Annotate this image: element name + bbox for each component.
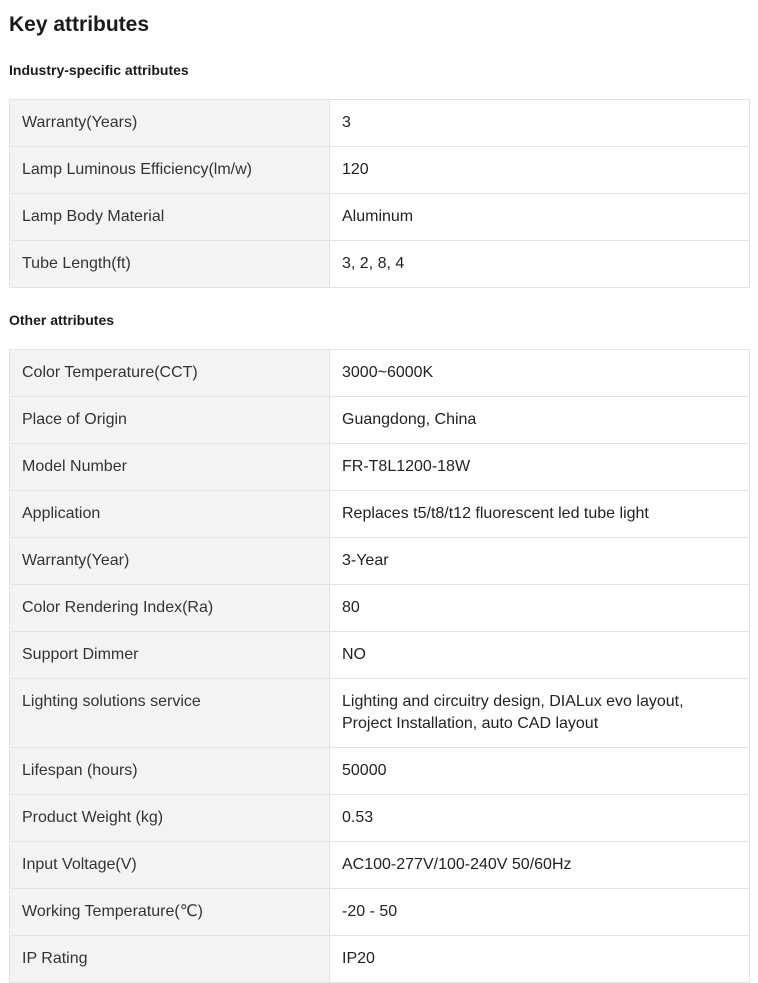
attribute-key: Application	[10, 491, 330, 538]
attribute-value: 3, 2, 8, 4	[330, 241, 750, 288]
attribute-key: Lamp Luminous Efficiency(lm/w)	[10, 147, 330, 194]
attribute-value: Guangdong, China	[330, 397, 750, 444]
table-row	[10, 194, 750, 241]
table-row	[10, 842, 750, 889]
attribute-key: Lamp Body Material	[10, 194, 330, 241]
table-row	[10, 538, 750, 585]
attribute-value: Lighting and circuitry design, DIALux evo layout, Project Installation, auto CAD layout	[330, 679, 750, 748]
attribute-value: 3	[330, 100, 750, 147]
attribute-key: Working Temperature(℃)	[10, 889, 330, 936]
table-row	[10, 795, 750, 842]
attribute-key: Lighting solutions service	[10, 679, 330, 748]
attribute-value: 120	[330, 147, 750, 194]
section-title-industry: Industry-specific attributes	[9, 62, 189, 78]
table-row	[10, 632, 750, 679]
table-row	[10, 936, 750, 983]
other-attributes-table	[9, 349, 750, 983]
table-row	[10, 444, 750, 491]
table-row	[10, 491, 750, 538]
table-row	[10, 748, 750, 795]
attribute-key: Warranty(Year)	[10, 538, 330, 585]
table-row	[10, 679, 750, 748]
attribute-value: 0.53	[330, 795, 750, 842]
table-row	[10, 241, 750, 288]
attribute-value: 3-Year	[330, 538, 750, 585]
attribute-value: IP20	[330, 936, 750, 983]
attribute-key: Tube Length(ft)	[10, 241, 330, 288]
attribute-value: Aluminum	[330, 194, 750, 241]
table-row	[10, 100, 750, 147]
table-row	[10, 397, 750, 444]
attribute-key: Color Temperature(CCT)	[10, 350, 330, 397]
attribute-key: Place of Origin	[10, 397, 330, 444]
attribute-value: 50000	[330, 748, 750, 795]
table-row	[10, 585, 750, 632]
attribute-key: Warranty(Years)	[10, 100, 330, 147]
attribute-value: Replaces t5/t8/t12 fluorescent led tube light	[330, 491, 750, 538]
attribute-key: Product Weight (kg)	[10, 795, 330, 842]
page-title: Key attributes	[9, 13, 150, 36]
attribute-key: Input Voltage(V)	[10, 842, 330, 889]
attribute-value: FR-T8L1200-18W	[330, 444, 750, 491]
attribute-key: IP Rating	[10, 936, 330, 983]
attribute-value: 3000~6000K	[330, 350, 750, 397]
attribute-value: -20 - 50	[330, 889, 750, 936]
attribute-key: Lifespan (hours)	[10, 748, 330, 795]
table-row	[10, 889, 750, 936]
section-title-other: Other attributes	[9, 312, 115, 328]
attribute-value: 80	[330, 585, 750, 632]
industry-attributes-table	[9, 99, 750, 288]
table-row	[10, 350, 750, 397]
attribute-value: NO	[330, 632, 750, 679]
attribute-value: AC100-277V/100-240V 50/60Hz	[330, 842, 750, 889]
attribute-key: Model Number	[10, 444, 330, 491]
attribute-key: Color Rendering Index(Ra)	[10, 585, 330, 632]
table-row	[10, 147, 750, 194]
attribute-key: Support Dimmer	[10, 632, 330, 679]
